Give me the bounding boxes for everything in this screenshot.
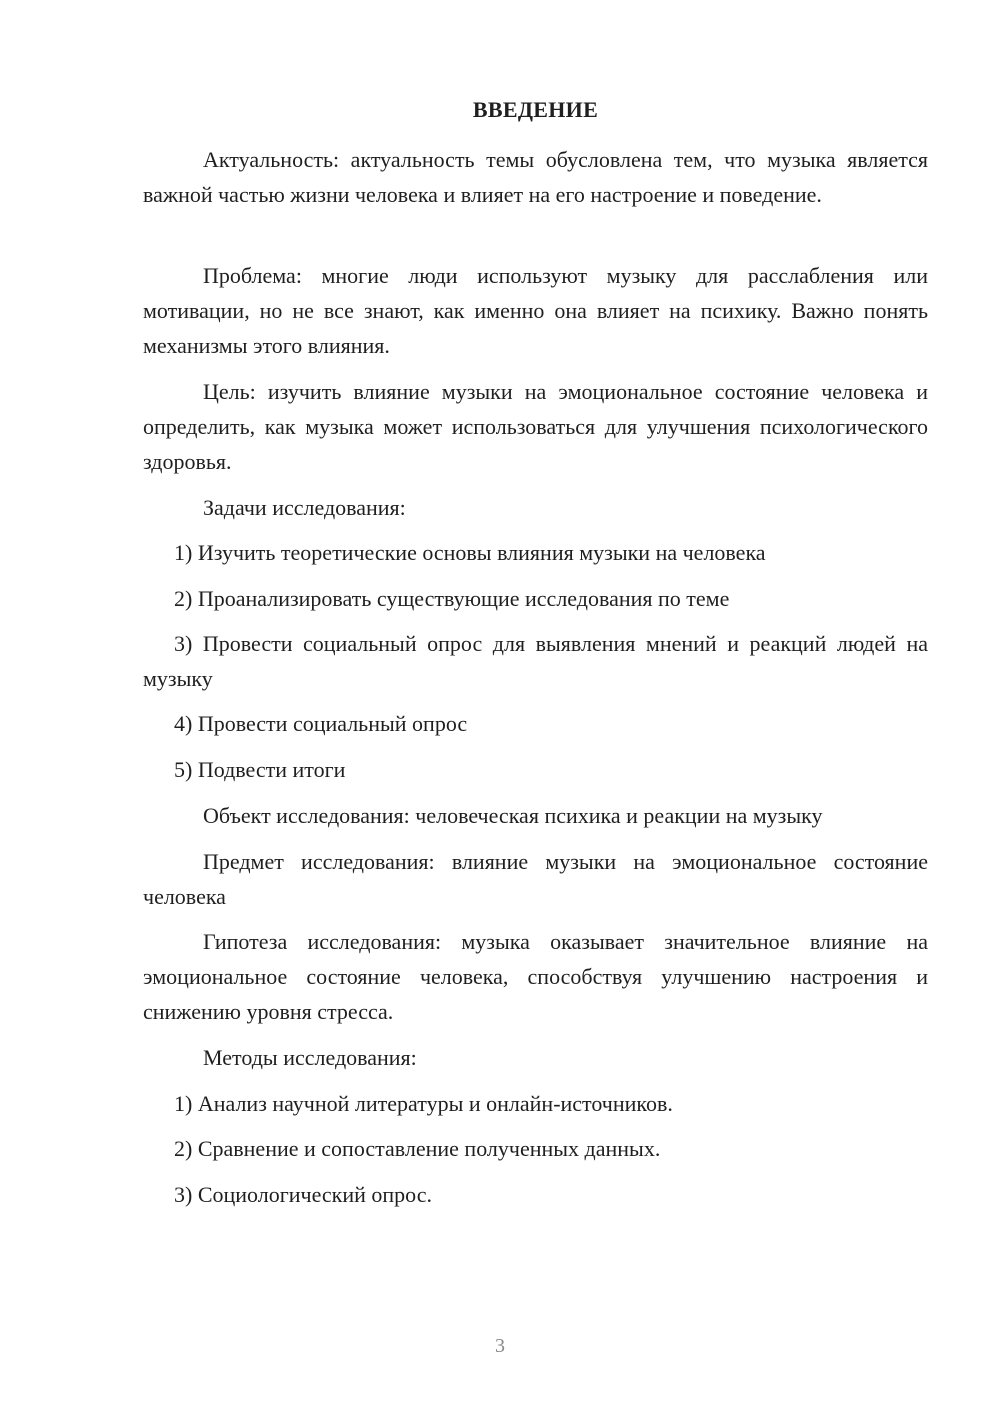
goal-paragraph: Цель: изучить влияние музыки на эмоциональное состояние человека и определить, как музыка может использоваться для улучшения психологического здоровья. [143, 379, 928, 474]
relevance-paragraph: Актуальность: актуальность темы обусловлена тем, что музыка является важной частью жизни человека и влияет на его настроение и поведение. [143, 147, 928, 207]
object-paragraph: Объект исследования: человеческая психика и реакции на музыку [203, 803, 823, 828]
task-item-5: 5) Подвести итоги [174, 757, 346, 782]
task-item-3: 3) Провести социальный опрос для выявления мнений и реакций людей на музыку [143, 631, 928, 691]
problem-paragraph: Проблема: многие люди используют музыку для расслабления или мотивации, но не все знают, как именно она влияет на психику. Важно понять механизмы этого влияния. [143, 263, 928, 358]
method-item-3: 3) Социологический опрос. [174, 1182, 432, 1207]
hypothesis-paragraph: Гипотеза исследования: музыка оказывает значительное влияние на эмоциональное состояние человека, способствуя улучшению настроения и снижению уровня стресса. [143, 929, 928, 1024]
method-item-1: 1) Анализ научной литературы и онлайн-источников. [174, 1091, 673, 1116]
section-heading: ВВЕДЕНИЕ [472, 97, 599, 122]
document-page [143, 0, 928, 1414]
task-item-2: 2) Проанализировать существующие исследования по теме [174, 586, 730, 611]
tasks-title: Задачи исследования: [203, 495, 406, 520]
methods-title: Методы исследования: [203, 1045, 417, 1070]
task-item-1: 1) Изучить теоретические основы влияния музыки на человека [174, 540, 766, 565]
subject-paragraph: Предмет исследования: влияние музыки на эмоциональное состояние человека [143, 849, 928, 909]
task-item-4: 4) Провести социальный опрос [174, 711, 468, 736]
page-number: 3 [495, 1335, 505, 1357]
method-item-2: 2) Сравнение и сопоставление полученных данных. [174, 1136, 661, 1161]
